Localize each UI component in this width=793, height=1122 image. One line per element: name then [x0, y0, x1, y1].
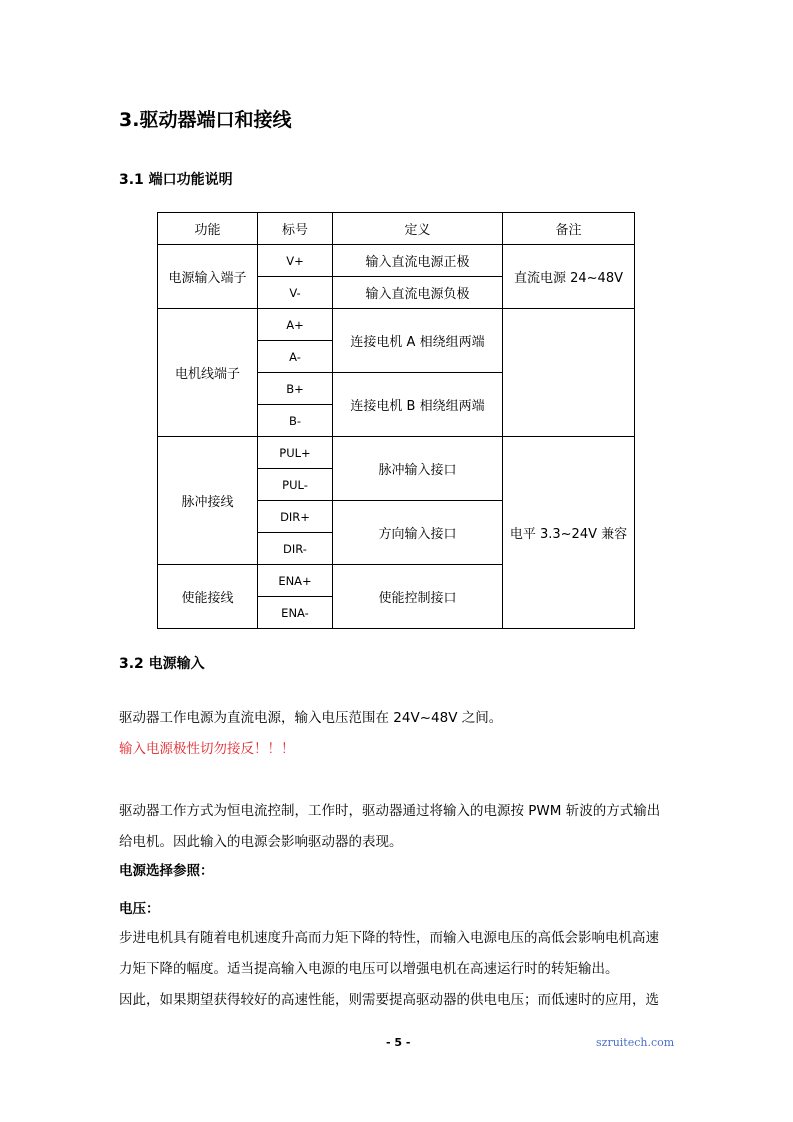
table-row	[158, 309, 635, 341]
paragraph-constant-current-line1: 驱动器工作方式为恒电流控制，工作时，驱动器通过将输入的电源按 PWM 斩波的方式输出	[119, 803, 661, 819]
polarity-warning: 输入电源极性切勿接反！！！	[119, 741, 295, 757]
label-aplus: A+	[258, 309, 333, 341]
voltage-heading: 电压：	[119, 901, 160, 917]
paragraph-constant-current-line2: 给电机。因此输入的电源会影响驱动器的表现。	[119, 834, 403, 850]
table-row	[158, 245, 635, 277]
paragraph-voltage-line1: 步进电机具有随着电机速度升高而力矩下降的特性，而输入电源电压的高低会影响电机高速	[119, 930, 659, 946]
def-vplus: 输入直流电源正极	[333, 245, 503, 277]
label-aminus: A-	[258, 341, 333, 373]
def-a-phase: 连接电机 A 相绕组两端	[333, 309, 503, 373]
paragraph-voltage-line3: 因此，如果期望获得较好的高速性能，则需要提高驱动器的供电电压；而低速时的应用，选	[119, 992, 659, 1008]
label-pulplus: PUL+	[258, 437, 333, 469]
note-power: 直流电源 24~48V	[503, 245, 635, 309]
header-note: 备注	[503, 213, 635, 245]
port-function-table	[157, 212, 635, 629]
header-label: 标号	[258, 213, 333, 245]
table-header-row	[158, 213, 635, 245]
def-vminus: 输入直流电源负极	[333, 277, 503, 309]
note-motor-empty	[503, 309, 635, 437]
group-enable-wiring: 使能接线	[158, 565, 258, 629]
group-pulse-wiring: 脉冲接线	[158, 437, 258, 565]
label-vplus: V+	[258, 245, 333, 277]
group-motor-terminals: 电机线端子	[158, 309, 258, 437]
section-title: 3.驱动器端口和接线	[119, 109, 292, 131]
label-dirplus: DIR+	[258, 501, 333, 533]
group-power-input: 电源输入端子	[158, 245, 258, 309]
footer-website: szruitech.com	[596, 1036, 675, 1049]
def-enable: 使能控制接口	[333, 565, 503, 629]
subsection-title-power-input: 3.2 电源输入	[119, 656, 205, 672]
def-b-phase: 连接电机 B 相绕组两端	[333, 373, 503, 437]
label-pulminus: PUL-	[258, 469, 333, 501]
label-enaplus: ENA+	[258, 565, 333, 597]
paragraph-voltage-line2: 力矩下降的幅度。适当提高输入电源的电压可以增强电机在高速运行时的转矩输出。	[119, 961, 619, 977]
label-bminus: B-	[258, 405, 333, 437]
def-pulse: 脉冲输入接口	[333, 437, 503, 501]
paragraph-power-range: 驱动器工作电源为直流电源，输入电压范围在 24V~48V 之间。	[119, 710, 503, 726]
def-direction: 方向输入接口	[333, 501, 503, 565]
power-selection-heading: 电源选择参照：	[119, 863, 214, 879]
note-signal-level: 电平 3.3~24V 兼容	[503, 437, 635, 629]
header-function: 功能	[158, 213, 258, 245]
label-dirminus: DIR-	[258, 533, 333, 565]
label-vminus: V-	[258, 277, 333, 309]
label-bplus: B+	[258, 373, 333, 405]
table-row	[158, 437, 635, 469]
header-definition: 定义	[333, 213, 503, 245]
label-enaminus: ENA-	[258, 597, 333, 629]
page-number: - 5 -	[386, 1036, 411, 1049]
subsection-title-port-functions: 3.1 端口功能说明	[119, 172, 233, 188]
